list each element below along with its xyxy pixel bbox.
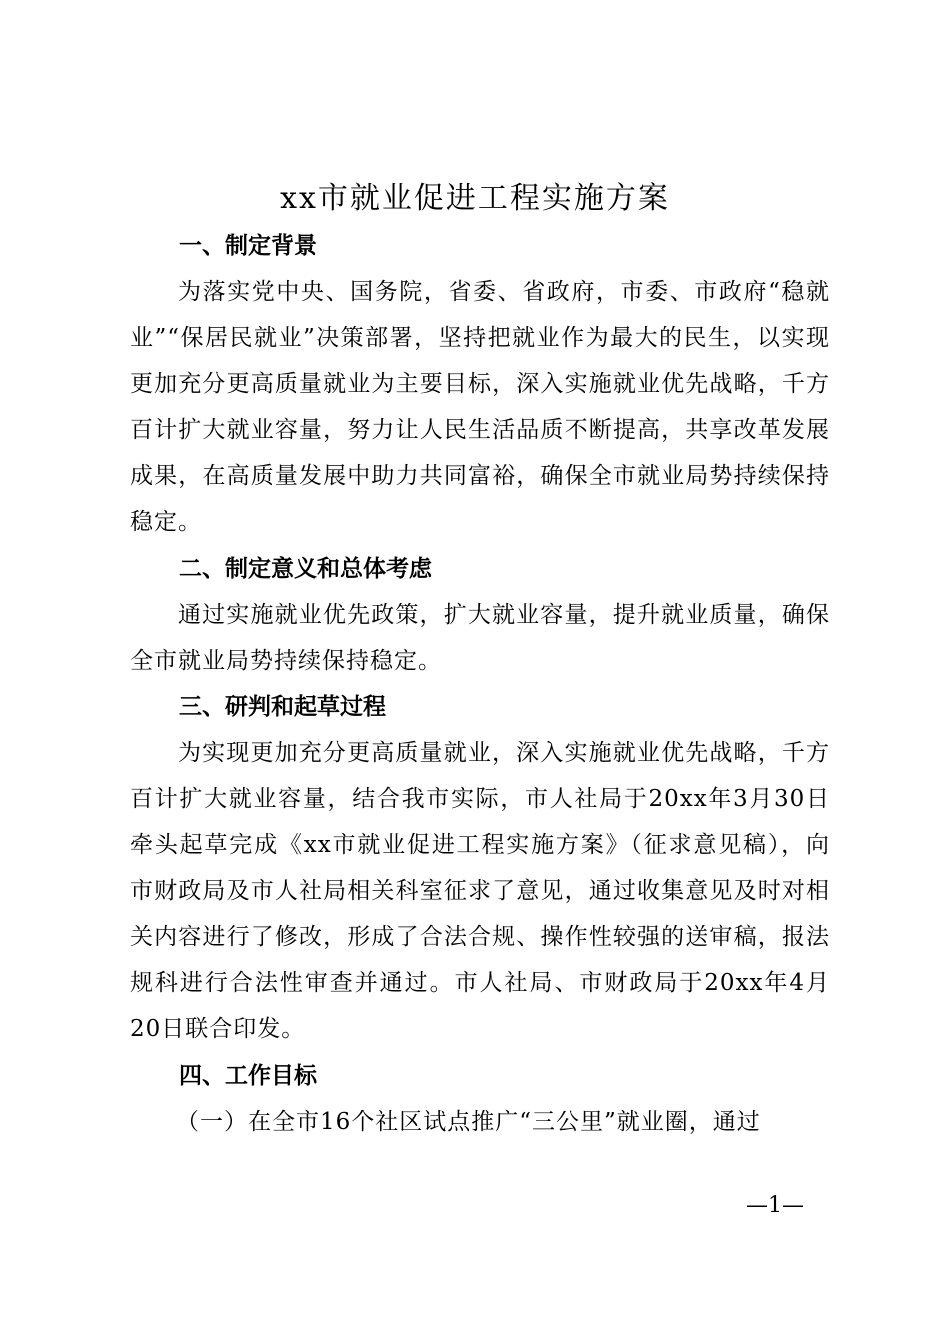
section-heading-goals: 四、工作目标	[179, 1063, 317, 1089]
section-paragraph-significance: 通过实施就业优先政策，扩大就业容量，提升就业质量，确保全市就业局势持续保持稳定。	[130, 602, 830, 674]
section-heading-drafting: 三、研判和起草过程	[179, 694, 386, 720]
section-paragraph-background: 为落实党中央、国务院，省委、省政府，市委、市政府“稳就业”“保居民就业”决策部署，坚持把就业作为最大的民生，以实现更加充分更高质量就业为主要目标，深入实施就业优先战略，千方百计扩大就业容量，努力让人民生活品质不断提高，共享改革发展成果，在高质量发展中助力共同富裕，确保全市就业局势持续保持稳定。	[130, 279, 830, 535]
section-paragraph-goals: （一）在全市16个社区试点推广“三公里”就业圈，通过	[176, 1109, 761, 1135]
page-number: —1—	[746, 1193, 804, 1218]
document-title: xx市就业促进工程实施方案	[280, 181, 670, 216]
section-heading-background: 一、制定背景	[179, 233, 317, 259]
section-heading-significance: 二、制定意义和总体考虑	[179, 556, 432, 582]
section-paragraph-drafting: 为实现更加充分更高质量就业，深入实施就业优先战略，千方百计扩大就业容量，结合我市实际，市人社局于20xx年3月30日牵头起草完成《xx市就业促进工程实施方案》（征求意见稿），向市财政局及市人社局相关科室征求了意见，通过收集意见及时对相关内容进行了修改，形成了合法合规、操作性较强的送审稿，报法规科进行合法性审查并通过。市人社局、市财政局于20xx年4月20日联合印发。	[130, 740, 830, 1042]
